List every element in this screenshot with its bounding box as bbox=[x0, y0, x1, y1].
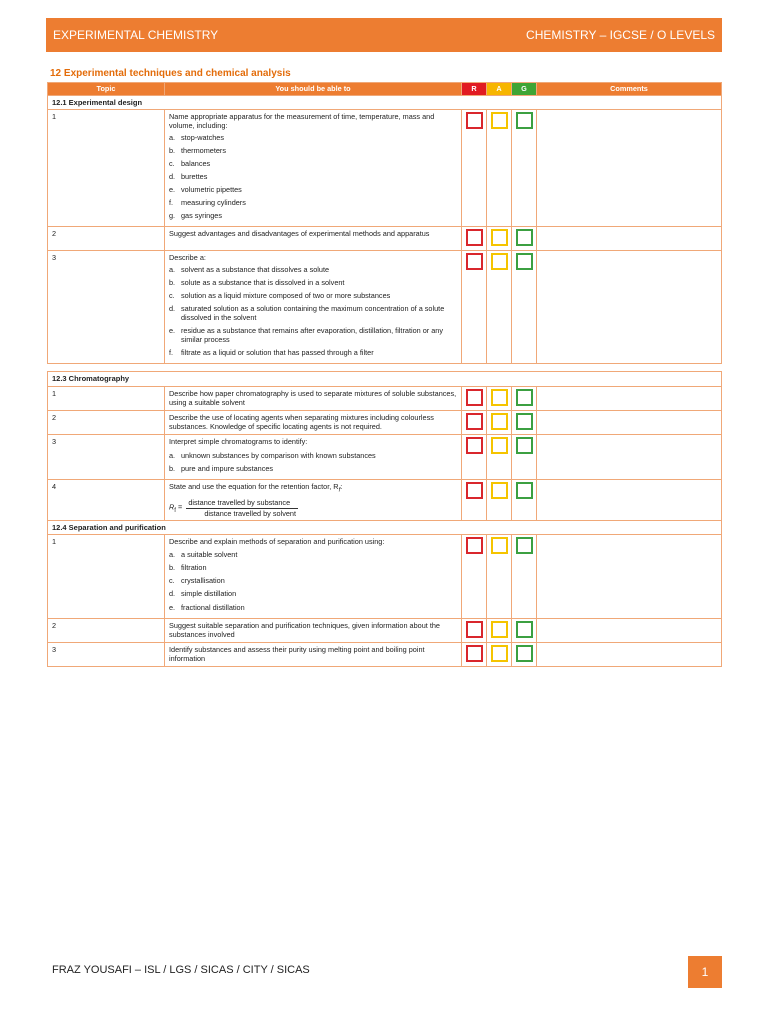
item-text: a suitable solvent bbox=[181, 550, 238, 560]
eq-denominator: distance travelled by solvent bbox=[204, 508, 296, 518]
table-row bbox=[48, 618, 722, 642]
red-cell bbox=[462, 386, 487, 410]
red-cell bbox=[462, 251, 487, 364]
header-band bbox=[46, 18, 722, 52]
topic-number: 2 bbox=[48, 618, 165, 642]
subsection-title: 12.4 Separation and purification bbox=[48, 520, 722, 534]
list-item bbox=[169, 211, 457, 220]
item-text: stop-watches bbox=[181, 132, 224, 142]
table-row bbox=[48, 110, 722, 227]
list-item bbox=[169, 603, 457, 612]
green-cell bbox=[512, 227, 537, 251]
item-text: fractional distillation bbox=[181, 602, 245, 612]
objective-text: Suggest advantages and disadvantages of experimental methods and apparatus bbox=[165, 227, 462, 251]
amber-cell bbox=[487, 110, 512, 227]
item-text: crystallisation bbox=[181, 576, 225, 586]
objective-text: Describe a: bbox=[169, 253, 206, 263]
green-cell bbox=[512, 251, 537, 364]
subsection-title: 12.1 Experimental design bbox=[48, 96, 722, 110]
table-row bbox=[48, 227, 722, 251]
amber-cell bbox=[487, 386, 512, 410]
amber-cell bbox=[487, 435, 512, 480]
item-letter: g. bbox=[169, 211, 176, 221]
item-letter: c. bbox=[169, 576, 175, 586]
objective-list bbox=[169, 550, 457, 612]
topic-number: 3 bbox=[48, 251, 165, 364]
rag-table-wrapper bbox=[47, 82, 721, 667]
list-item bbox=[169, 563, 457, 572]
objective-list bbox=[169, 265, 457, 358]
objective-text bbox=[169, 482, 457, 494]
green-checkbox[interactable] bbox=[516, 389, 533, 406]
eq-subscript: f bbox=[174, 507, 176, 515]
item-letter: b. bbox=[169, 464, 176, 474]
subsection-header bbox=[48, 520, 722, 534]
green-cell bbox=[512, 435, 537, 480]
item-letter: d. bbox=[169, 303, 176, 313]
table-row bbox=[48, 535, 722, 619]
header-course: CHEMISTRY – IGCSE / O LEVELS bbox=[526, 28, 715, 42]
topic-number: 3 bbox=[48, 642, 165, 666]
col-topic: Topic bbox=[48, 83, 165, 96]
item-text: burettes bbox=[181, 171, 208, 181]
amber-checkbox[interactable] bbox=[491, 537, 508, 554]
green-cell bbox=[512, 618, 537, 642]
list-item bbox=[169, 348, 457, 357]
amber-cell bbox=[487, 227, 512, 251]
table-row bbox=[48, 386, 722, 410]
col-red: R bbox=[462, 83, 487, 96]
amber-cell bbox=[487, 410, 512, 434]
green-cell bbox=[512, 535, 537, 619]
list-item bbox=[169, 550, 457, 559]
red-cell bbox=[462, 535, 487, 619]
list-item bbox=[169, 464, 457, 473]
item-text: simple distillation bbox=[181, 589, 237, 599]
red-cell bbox=[462, 642, 487, 666]
objective-cell bbox=[165, 435, 462, 480]
comments-cell[interactable] bbox=[537, 435, 722, 480]
item-text: solute as a substance that is dissolved in a solvent bbox=[181, 277, 345, 287]
list-item bbox=[169, 291, 457, 300]
objective-list bbox=[169, 451, 457, 473]
comments-cell[interactable] bbox=[537, 386, 722, 410]
item-letter: b. bbox=[169, 563, 176, 573]
objective-text: Identify substances and assess their purity using melting point and boiling point information bbox=[165, 642, 462, 666]
col-green: G bbox=[512, 83, 537, 96]
list-item bbox=[169, 304, 457, 322]
list-item bbox=[169, 451, 457, 460]
item-text: balances bbox=[181, 158, 211, 168]
objective-text: Describe the use of locating agents when separating mixtures including colourless substances. Knowledge of specific locating agents is not required. bbox=[165, 410, 462, 434]
list-item bbox=[169, 146, 457, 155]
item-letter: b. bbox=[169, 277, 176, 287]
red-checkbox[interactable] bbox=[466, 437, 483, 454]
item-letter: c. bbox=[169, 290, 175, 300]
green-checkbox[interactable] bbox=[516, 229, 533, 246]
list-item bbox=[169, 589, 457, 598]
green-cell bbox=[512, 386, 537, 410]
green-checkbox[interactable] bbox=[516, 413, 533, 430]
subsection-header bbox=[48, 372, 722, 386]
amber-cell bbox=[487, 618, 512, 642]
item-text: filtrate as a liquid or solution that has passed through a filter bbox=[181, 348, 374, 358]
amber-checkbox[interactable] bbox=[491, 645, 508, 662]
item-text: unknown substances by comparison with known substances bbox=[181, 451, 376, 461]
rf-intro: State and use the equation for the retention factor, R bbox=[169, 482, 339, 492]
list-item bbox=[169, 185, 457, 194]
amber-checkbox[interactable] bbox=[491, 389, 508, 406]
item-letter: f. bbox=[169, 198, 174, 208]
item-letter: d. bbox=[169, 171, 176, 181]
item-letter: e. bbox=[169, 326, 176, 336]
eq-numerator: distance travelled by substance bbox=[186, 498, 298, 508]
col-comments: Comments bbox=[537, 83, 722, 96]
table-row bbox=[48, 410, 722, 434]
list-item bbox=[169, 133, 457, 142]
green-cell bbox=[512, 110, 537, 227]
comments-cell[interactable] bbox=[537, 535, 722, 619]
item-letter: b. bbox=[169, 145, 176, 155]
gap-cell bbox=[48, 364, 722, 372]
topic-number: 2 bbox=[48, 227, 165, 251]
red-checkbox[interactable] bbox=[466, 413, 483, 430]
comments-cell[interactable] bbox=[537, 642, 722, 666]
rf-colon: : bbox=[340, 482, 343, 492]
footer-author: FRAZ YOUSAFI – ISL / LGS / SICAS / CITY / SICAS bbox=[52, 964, 310, 976]
comments-cell[interactable] bbox=[537, 251, 722, 364]
objective-text: Interpret simple chromatograms to identify: bbox=[169, 437, 308, 447]
comments-cell[interactable] bbox=[537, 480, 722, 520]
amber-checkbox[interactable] bbox=[491, 112, 508, 129]
topic-number: 1 bbox=[48, 535, 165, 619]
amber-checkbox[interactable] bbox=[491, 229, 508, 246]
red-checkbox[interactable] bbox=[466, 645, 483, 662]
red-cell bbox=[462, 227, 487, 251]
col-able: You should be able to bbox=[165, 83, 462, 96]
section-title: 12 Experimental techniques and chemical analysis bbox=[50, 68, 291, 79]
red-checkbox[interactable] bbox=[466, 253, 483, 270]
list-item bbox=[169, 172, 457, 181]
item-text: solution as a liquid mixture composed of two or more substances bbox=[181, 290, 391, 300]
subsection-title: 12.3 Chromatography bbox=[48, 372, 722, 386]
red-cell bbox=[462, 110, 487, 227]
red-checkbox[interactable] bbox=[466, 112, 483, 129]
subsection-header bbox=[48, 96, 722, 110]
topic-number: 2 bbox=[48, 410, 165, 434]
topic-number: 4 bbox=[48, 480, 165, 520]
objective-cell bbox=[165, 251, 462, 364]
list-item bbox=[169, 198, 457, 207]
comments-cell[interactable] bbox=[537, 410, 722, 434]
item-text: solvent as a substance that dissolves a solute bbox=[181, 264, 330, 274]
green-checkbox[interactable] bbox=[516, 537, 533, 554]
item-text: volumetric pipettes bbox=[181, 185, 242, 195]
item-text: pure and impure substances bbox=[181, 464, 274, 474]
item-text: thermometers bbox=[181, 145, 227, 155]
page-number: 1 bbox=[688, 956, 722, 988]
item-letter: a. bbox=[169, 264, 176, 274]
table-row bbox=[48, 435, 722, 480]
red-checkbox[interactable] bbox=[466, 621, 483, 638]
red-cell bbox=[462, 480, 487, 520]
col-amber: A bbox=[487, 83, 512, 96]
rag-checklist-table bbox=[47, 82, 722, 667]
item-text: residue as a substance that remains after evaporation, distillation, filtration or any similar process bbox=[181, 326, 444, 345]
eq-fraction bbox=[186, 498, 298, 517]
item-letter: e. bbox=[169, 602, 176, 612]
red-checkbox[interactable] bbox=[466, 229, 483, 246]
eq-equals: = bbox=[175, 502, 185, 512]
list-item bbox=[169, 278, 457, 287]
objective-text: Name appropriate apparatus for the measurement of time, temperature, mass and volume, including: bbox=[169, 112, 435, 131]
red-cell bbox=[462, 435, 487, 480]
red-cell bbox=[462, 618, 487, 642]
topic-number: 1 bbox=[48, 386, 165, 410]
item-text: measuring cylinders bbox=[181, 198, 246, 208]
item-letter: e. bbox=[169, 185, 176, 195]
green-checkbox[interactable] bbox=[516, 645, 533, 662]
objective-list bbox=[169, 133, 457, 221]
comments-cell[interactable] bbox=[537, 618, 722, 642]
green-cell bbox=[512, 410, 537, 434]
item-letter: c. bbox=[169, 158, 175, 168]
green-cell bbox=[512, 480, 537, 520]
item-text: gas syringes bbox=[181, 211, 222, 221]
table-row bbox=[48, 642, 722, 666]
item-letter: d. bbox=[169, 589, 176, 599]
amber-checkbox[interactable] bbox=[491, 621, 508, 638]
green-checkbox[interactable] bbox=[516, 437, 533, 454]
list-item bbox=[169, 576, 457, 585]
objective-text: Describe how paper chromatography is used to separate mixtures of soluble substances, using a suitable solvent bbox=[165, 386, 462, 410]
objective-cell bbox=[165, 535, 462, 619]
amber-checkbox[interactable] bbox=[491, 437, 508, 454]
section-gap bbox=[48, 364, 722, 372]
green-checkbox[interactable] bbox=[516, 621, 533, 638]
item-letter: a. bbox=[169, 451, 176, 461]
header-subject: EXPERIMENTAL CHEMISTRY bbox=[53, 28, 219, 42]
amber-checkbox[interactable] bbox=[491, 253, 508, 270]
red-checkbox[interactable] bbox=[466, 537, 483, 554]
item-letter: a. bbox=[169, 550, 176, 560]
rf-subscript: f bbox=[338, 486, 341, 494]
green-checkbox[interactable] bbox=[516, 112, 533, 129]
amber-checkbox[interactable] bbox=[491, 482, 508, 499]
topic-number: 1 bbox=[48, 110, 165, 227]
red-checkbox[interactable] bbox=[466, 482, 483, 499]
green-cell bbox=[512, 642, 537, 666]
objective-text: Suggest suitable separation and purification techniques, given information about the substances involved bbox=[165, 618, 462, 642]
amber-cell bbox=[487, 480, 512, 520]
red-checkbox[interactable] bbox=[466, 389, 483, 406]
table-row bbox=[48, 480, 722, 520]
green-checkbox[interactable] bbox=[516, 253, 533, 270]
objective-cell bbox=[165, 110, 462, 227]
item-letter: f. bbox=[169, 348, 174, 358]
objective-text: Describe and explain methods of separation and purification using: bbox=[169, 537, 385, 547]
topic-number: 3 bbox=[48, 435, 165, 480]
objective-cell bbox=[165, 480, 462, 520]
list-item bbox=[169, 265, 457, 274]
amber-cell bbox=[487, 642, 512, 666]
item-text: saturated solution as a solution containing the maximum concentration of a solute dissolved in the solvent bbox=[181, 303, 445, 323]
rf-equation bbox=[169, 498, 457, 517]
list-item bbox=[169, 159, 457, 168]
list-item bbox=[169, 326, 457, 344]
amber-checkbox[interactable] bbox=[491, 413, 508, 430]
item-text: filtration bbox=[181, 563, 207, 573]
comments-cell[interactable] bbox=[537, 227, 722, 251]
table-header-row bbox=[48, 83, 722, 96]
red-cell bbox=[462, 410, 487, 434]
eq-symbol: R bbox=[169, 502, 175, 512]
table-row bbox=[48, 251, 722, 364]
item-letter: a. bbox=[169, 132, 176, 142]
green-checkbox[interactable] bbox=[516, 482, 533, 499]
comments-cell[interactable] bbox=[537, 110, 722, 227]
amber-cell bbox=[487, 535, 512, 619]
amber-cell bbox=[487, 251, 512, 364]
